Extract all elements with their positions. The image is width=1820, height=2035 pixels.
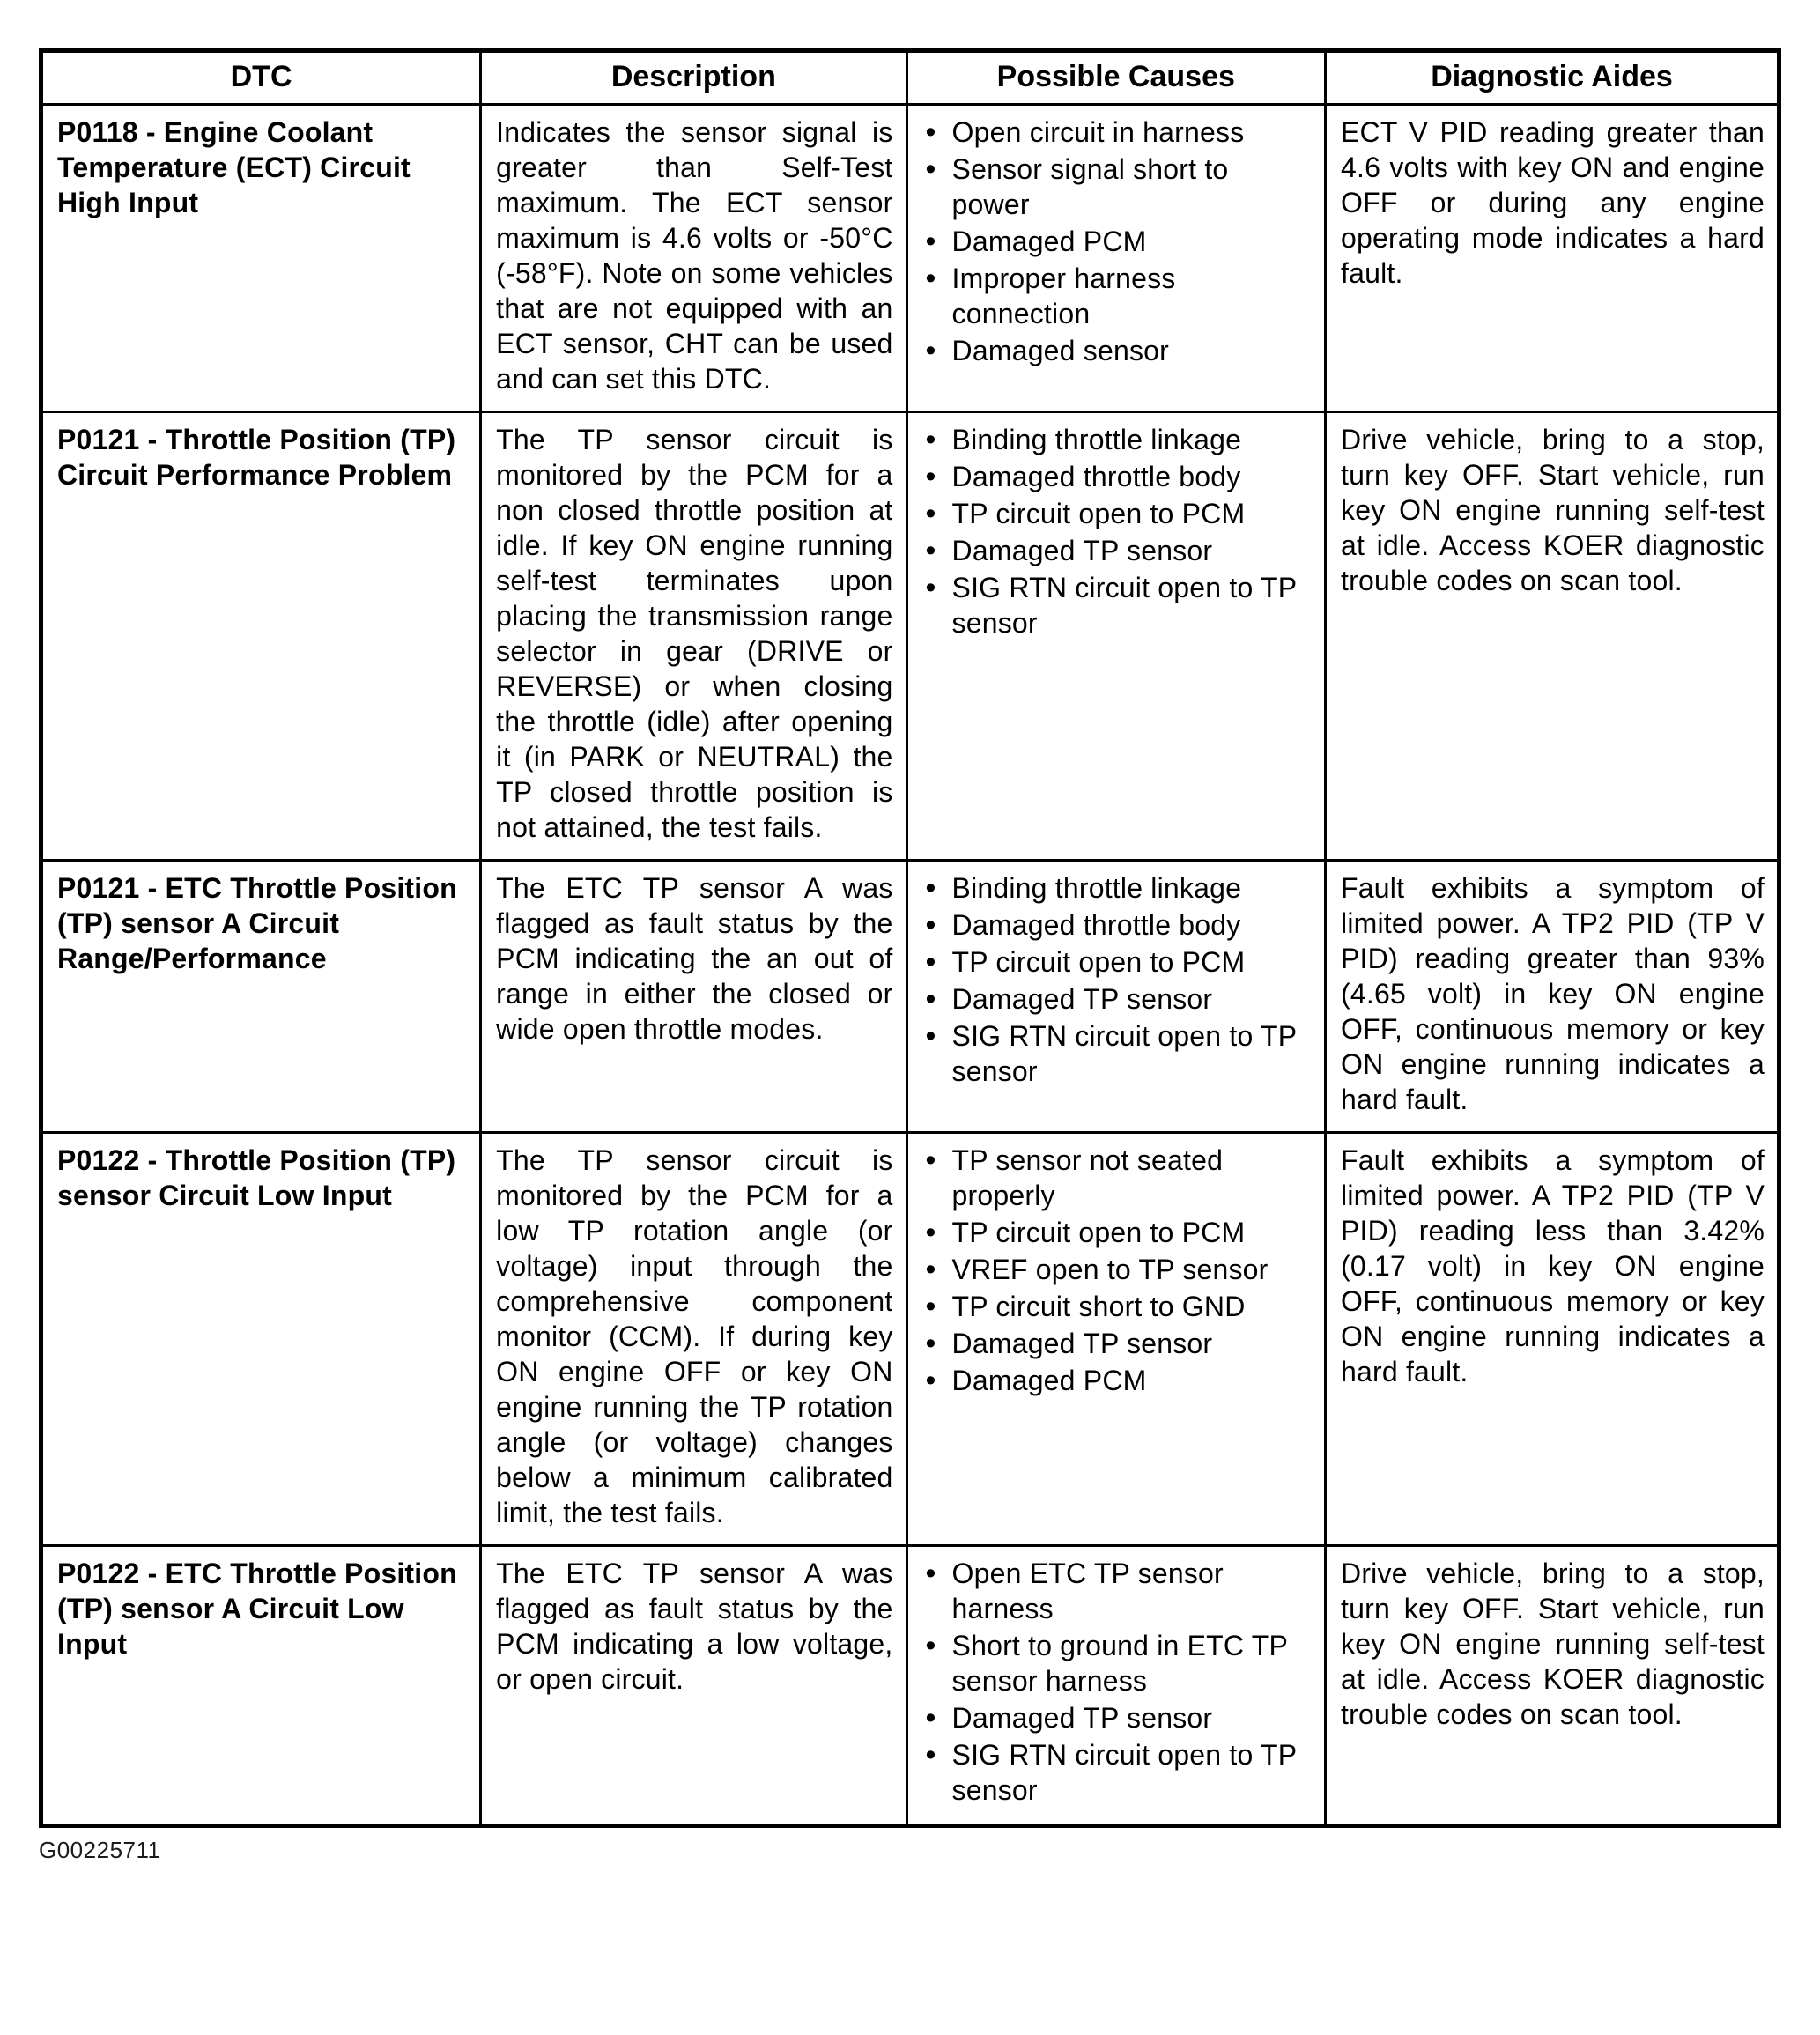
dtc-code-cell: P0122 - Throttle Position (TP) sensor Circuit Low Input xyxy=(41,1133,481,1546)
cause-item: • TP circuit open to PCM xyxy=(917,496,1312,531)
cause-item: • Damaged PCM xyxy=(917,1363,1312,1398)
possible-causes-cell xyxy=(906,412,1325,861)
header-row xyxy=(41,51,1779,105)
description-cell: Indicates the sensor signal is greater than Self-Test maximum. The ECT sensor maximum is 4.6 volts or -50°C (-58°F). Note on some vehicles that are not equipped with an ECT sensor, CHT can be used and can set this DTC. xyxy=(481,105,906,412)
cause-item: • Damaged TP sensor xyxy=(917,533,1312,568)
dtc-code-cell: P0121 - Throttle Position (TP) Circuit Performance Problem xyxy=(41,412,481,861)
causes-list xyxy=(917,115,1312,368)
diagnostic-aides-cell: Fault exhibits a symptom of limited power. A TP2 PID (TP V PID) reading greater than 93% (4.65 volt) in key ON engine OFF, continuous memory or key ON engine running indicates a hard fault. xyxy=(1326,861,1779,1133)
cause-item: • TP circuit open to PCM xyxy=(917,944,1312,980)
cause-item: • Damaged throttle body xyxy=(917,459,1312,494)
cause-item: • SIG RTN circuit open to TP sensor xyxy=(917,1018,1312,1089)
diagnostic-aides-cell: ECT V PID reading greater than 4.6 volts with key ON and engine OFF or during any engine operating mode indicates a hard fault. xyxy=(1326,105,1779,412)
table-row-p0122-tp xyxy=(41,1133,1779,1546)
table-row-p0122-etc xyxy=(41,1546,1779,1826)
dtc-table xyxy=(39,48,1781,1828)
cause-item: • Binding throttle linkage xyxy=(917,422,1312,457)
dtc-code-cell: P0118 - Engine Coolant Temperature (ECT) Circuit High Input xyxy=(41,105,481,412)
possible-causes-cell xyxy=(906,105,1325,412)
cause-item: • Binding throttle linkage xyxy=(917,870,1312,906)
cause-item: • SIG RTN circuit open to TP sensor xyxy=(917,570,1312,640)
cause-item: • Damaged sensor xyxy=(917,333,1312,368)
possible-causes-cell xyxy=(906,1133,1325,1546)
description-cell: The ETC TP sensor A was flagged as fault status by the PCM indicating the an out of range in either the closed or wide open throttle modes. xyxy=(481,861,906,1133)
causes-list xyxy=(917,1143,1312,1398)
cause-item: • Damaged TP sensor xyxy=(917,1326,1312,1361)
dtc-code-cell: P0121 - ETC Throttle Position (TP) sensor A Circuit Range/Performance xyxy=(41,861,481,1133)
cause-item: • Damaged PCM xyxy=(917,224,1312,259)
cause-item: • VREF open to TP sensor xyxy=(917,1252,1312,1287)
column-header-diagnostic-aides: Diagnostic Aides xyxy=(1326,51,1779,105)
column-header-description: Description xyxy=(481,51,906,105)
cause-item: • SIG RTN circuit open to TP sensor xyxy=(917,1737,1312,1808)
causes-list xyxy=(917,870,1312,1089)
possible-causes-cell xyxy=(906,861,1325,1133)
diagnostic-aides-cell: Drive vehicle, bring to a stop, turn key OFF. Start vehicle, run key ON engine running self-test at idle. Access KOER diagnostic trouble codes on scan tool. xyxy=(1326,1546,1779,1826)
cause-item: • TP circuit open to PCM xyxy=(917,1215,1312,1250)
description-cell: The TP sensor circuit is monitored by the PCM for a non closed throttle position at idle. If key ON engine running self-test terminates upon placing the transmission range selector in gear (DRIVE or REVERSE) or when closing the throttle (idle) after opening it (in PARK or NEUTRAL) the TP closed throttle position is not attained, the test fails. xyxy=(481,412,906,861)
cause-item: • Sensor signal short to power xyxy=(917,152,1312,222)
causes-list xyxy=(917,422,1312,640)
description-cell: The TP sensor circuit is monitored by the PCM for a low TP rotation angle (or voltage) input through the comprehensive component monitor (CCM). If during key ON engine OFF or key ON engine running the TP rotation angle (or voltage) changes below a minimum calibrated limit, the test fails. xyxy=(481,1133,906,1546)
table-row-p0121-tp xyxy=(41,412,1779,861)
cause-item: • Open circuit in harness xyxy=(917,115,1312,150)
cause-item: • Damaged throttle body xyxy=(917,907,1312,943)
cause-item: • TP circuit short to GND xyxy=(917,1289,1312,1324)
causes-list xyxy=(917,1556,1312,1808)
cause-item: • Damaged TP sensor xyxy=(917,1700,1312,1735)
dtc-code-cell: P0122 - ETC Throttle Position (TP) sensor A Circuit Low Input xyxy=(41,1546,481,1826)
cause-item: • TP sensor not seated properly xyxy=(917,1143,1312,1213)
cause-item: • Open ETC TP sensor harness xyxy=(917,1556,1312,1626)
cause-item: • Improper harness connection xyxy=(917,261,1312,331)
figure-id: G00225711 xyxy=(39,1837,161,1864)
description-cell: The ETC TP sensor A was flagged as fault status by the PCM indicating a low voltage, or open circuit. xyxy=(481,1546,906,1826)
column-header-possible-causes: Possible Causes xyxy=(906,51,1325,105)
cause-item: • Damaged TP sensor xyxy=(917,981,1312,1017)
column-header-dtc: DTC xyxy=(41,51,481,105)
possible-causes-cell xyxy=(906,1546,1325,1826)
table-row-p0118 xyxy=(41,105,1779,412)
diagnostic-aides-cell: Fault exhibits a symptom of limited power. A TP2 PID (TP V PID) reading less than 3.42% (0.17 volt) in key ON engine OFF, continuous memory or key ON engine running indicates a hard fault. xyxy=(1326,1133,1779,1546)
cause-item: • Short to ground in ETC TP sensor harness xyxy=(917,1628,1312,1698)
table-row-p0121-etc xyxy=(41,861,1779,1133)
diagnostic-aides-cell: Drive vehicle, bring to a stop, turn key OFF. Start vehicle, run key ON engine running self-test at idle. Access KOER diagnostic trouble codes on scan tool. xyxy=(1326,412,1779,861)
